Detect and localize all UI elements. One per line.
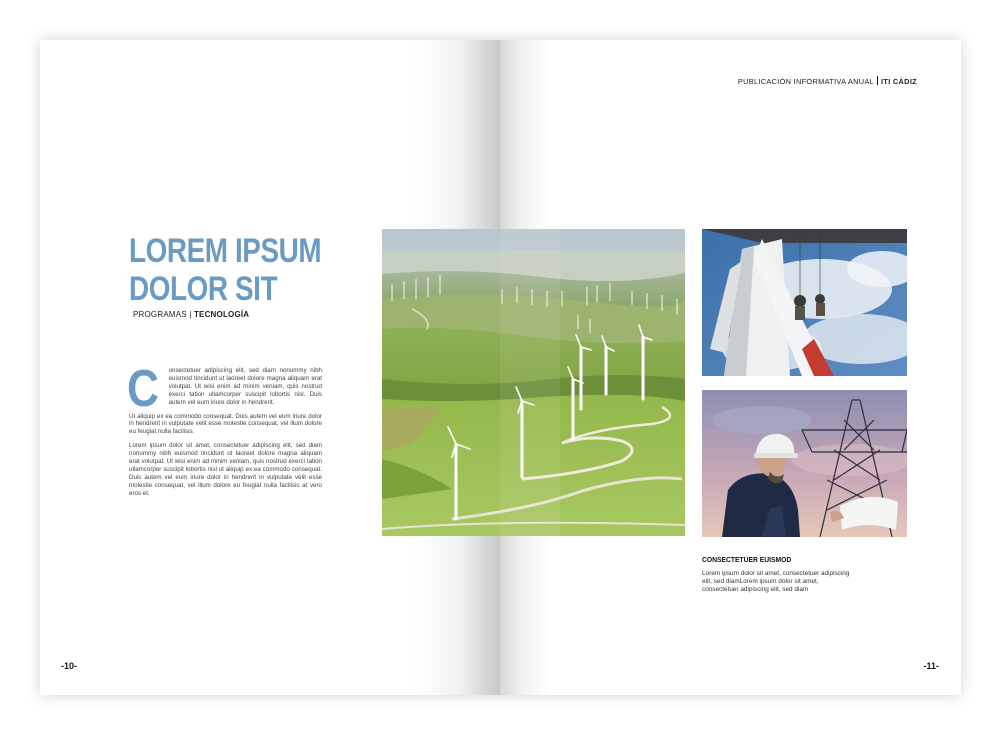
page-number-left: -10- <box>61 661 78 671</box>
engineer-image <box>702 390 907 537</box>
article-body <box>127 360 322 504</box>
paragraph-1 <box>127 360 322 418</box>
article-title <box>129 232 321 308</box>
dropcap: C <box>127 360 159 418</box>
publication-name: PUBLICACIÓN INFORMATIVA ANUAL <box>737 77 875 86</box>
title-line-2: DOLOR SIT <box>129 270 278 308</box>
divider <box>877 76 878 85</box>
turbine-climbers-image <box>702 229 907 376</box>
running-head <box>738 76 917 86</box>
paragraph-2: Ut aliquip ex ea commodo consequat. Duis autem vel eum iriure dolor in hendrerit in vulputate velit esse molestie consequat, vel illum dolore eu feugiat nulla facilisis. <box>129 412 322 436</box>
turbine-climbers-photo <box>702 229 907 376</box>
wind-farm-photo <box>382 229 685 536</box>
wind-farm-image <box>382 229 685 536</box>
section-name: PROGRAMAS | <box>133 310 192 319</box>
paragraph-1-text: onsectetuer adipiscing elit, sed diam nonummy nibh euismod tincidunt ut laoreet dolore magna aliquam erat volutpat. Ut wisi enim ad minim veniam, quis nostrud exerci tation ullamcorper suscipit lobortis nisl. Duis autem vel eum iriure dolor in hendrerit. <box>168 367 322 406</box>
caption-title: CONSECTETUER EUISMOD <box>702 555 792 564</box>
title-line-1: LOREM IPSUM <box>129 232 322 270</box>
page-number-right: -11- <box>923 661 939 671</box>
caption-text: Lorem ipsum dolor sit amet, consectetuer adipiscing elit, sed diamLorem ipsum dolor sit amet, consectetuer adipiscing elit, sed diam <box>702 570 850 593</box>
magazine-spread <box>40 40 961 695</box>
engineer-photo <box>702 390 907 537</box>
category-name: TECNOLOGÍA <box>193 310 250 319</box>
paragraph-3: Lorem ipsum dolor sit amet, consectetuer adipiscing elit, sed diam nonummy nibh euismod tincidunt ut laoreet dolore magna aliquam erat volutpat. Ut wisi enim ad minim veniam, quis nostrud exerci tation ullamcorper suscipit lobortis nisl ut aliquip ex ea commodo consequat. Duis autem vel eum iriure dolor in hendrerit in vulputate velit esse molestie consequat, vel illum dolore eu feugiat nulla facilisis at vero eros et. <box>129 442 322 497</box>
brand-name: ITI CÁDIZ <box>881 77 917 86</box>
section-label <box>133 310 249 319</box>
